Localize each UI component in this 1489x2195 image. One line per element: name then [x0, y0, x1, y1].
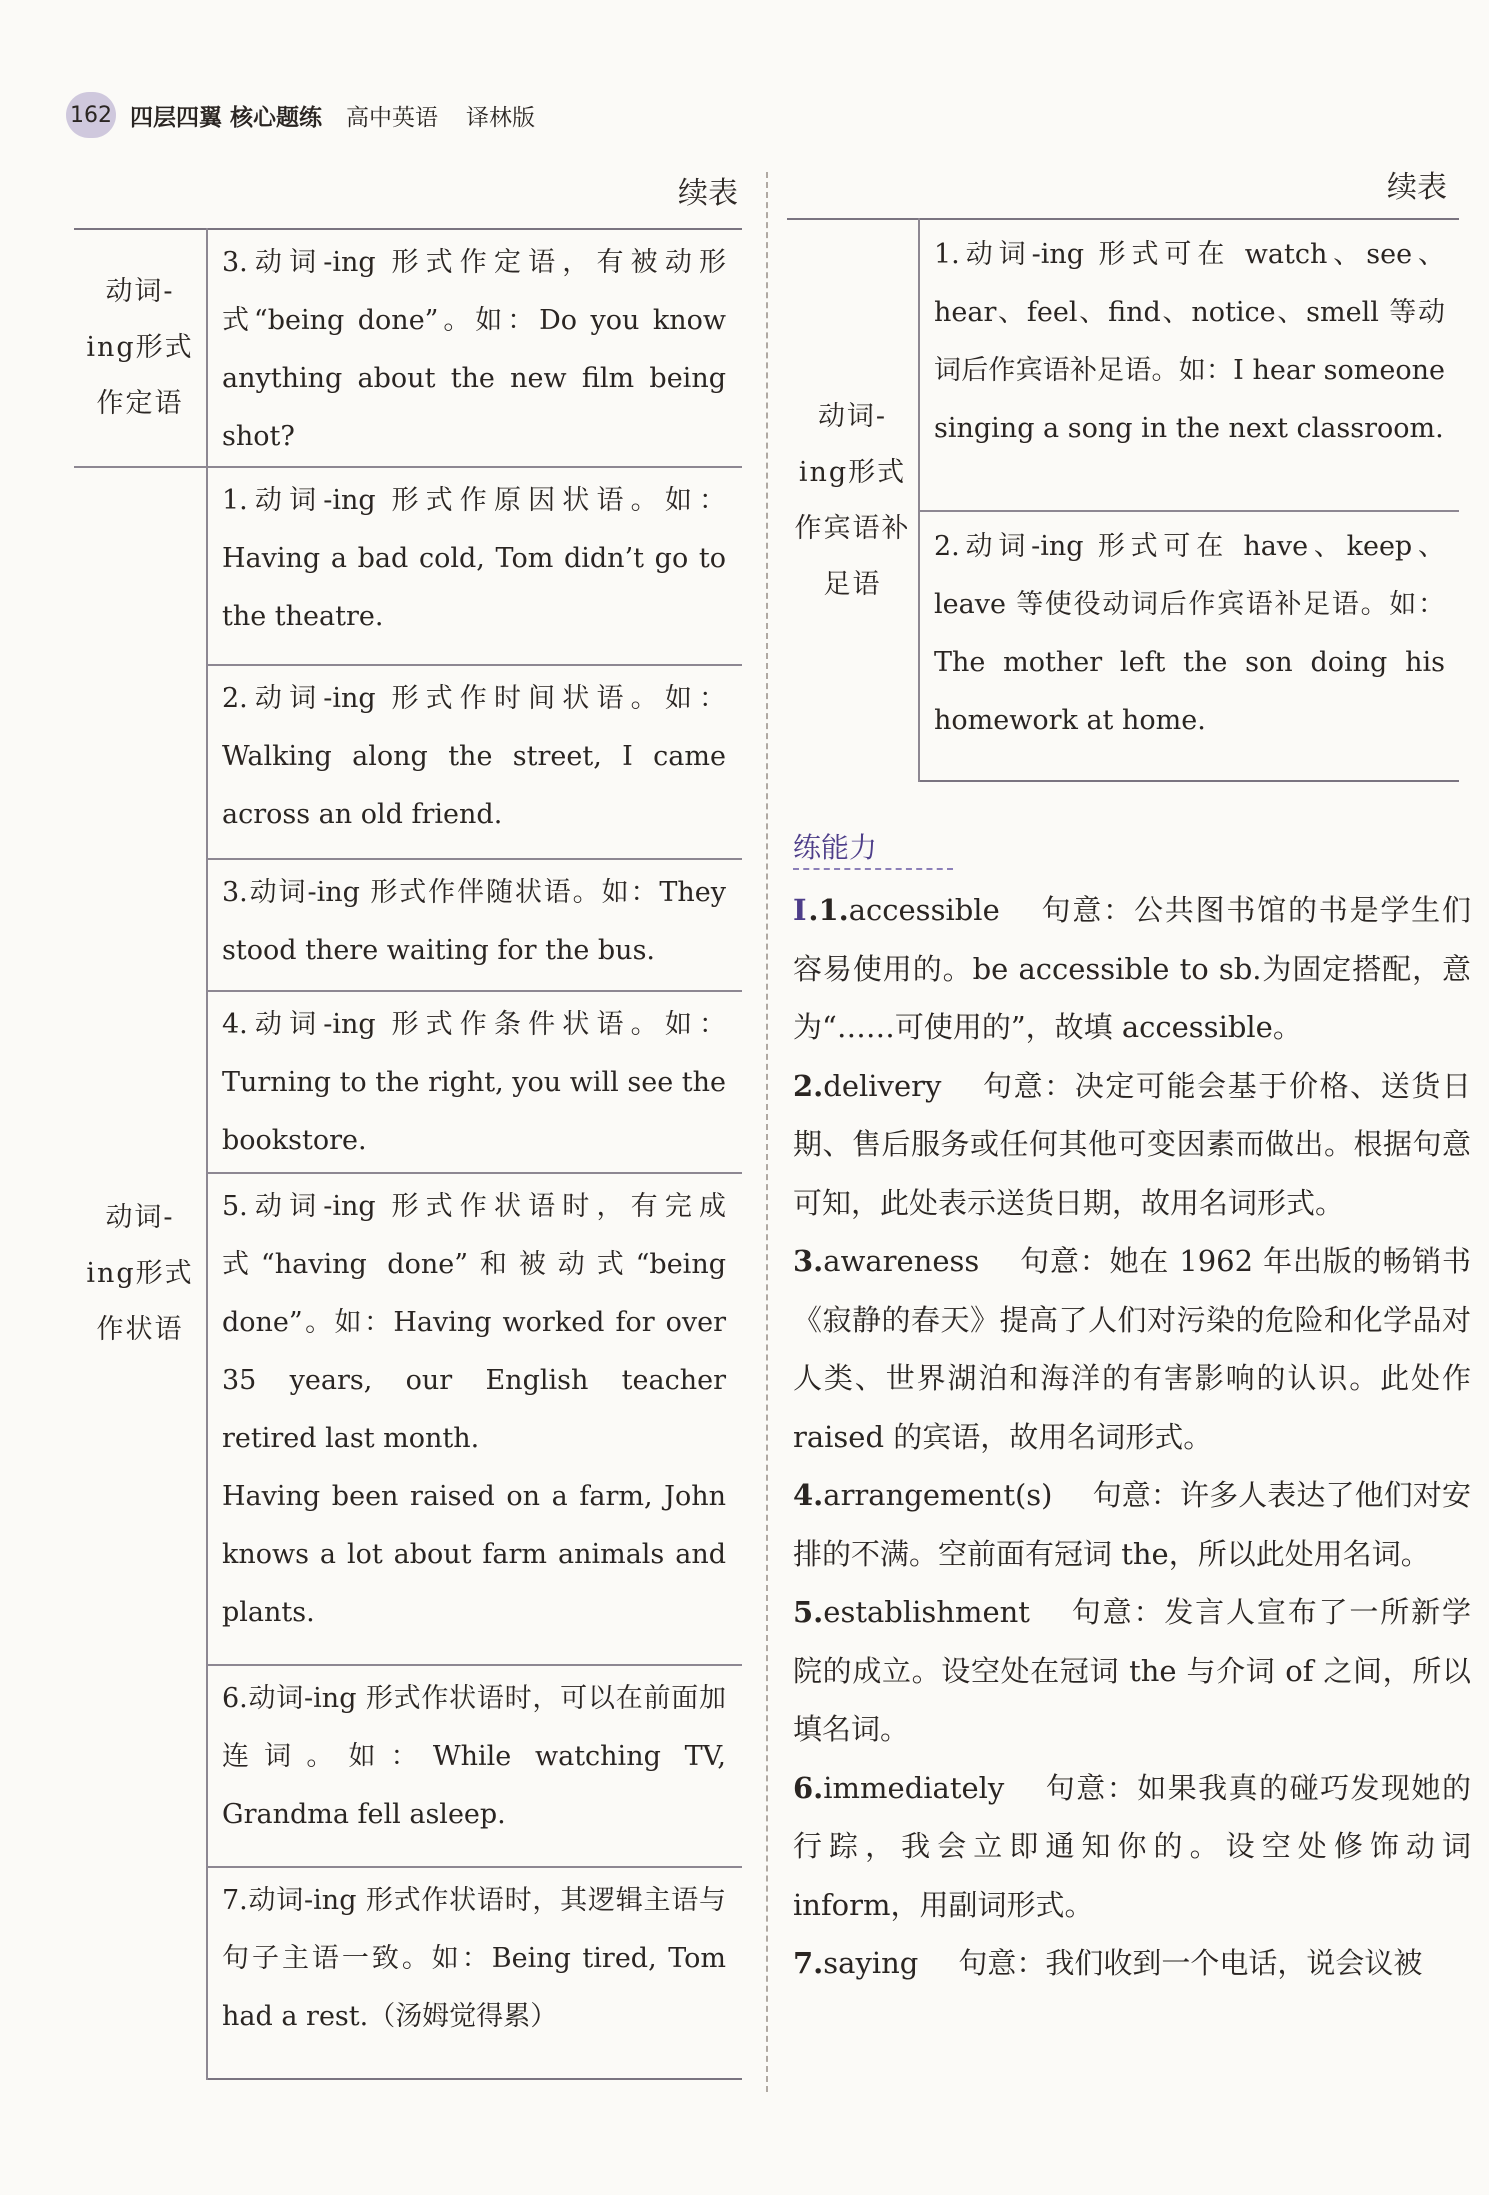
rule-text: 3.动词-ing 形式作定语，有被动形式“being done”。如：Do you know anything about the new film being shot?: [222, 247, 726, 452]
rule-text: 1.动词-ing 形式可在 watch、see、hear、feel、find、notice、smell 等动词后作宾语补足语。如：I hear someone singing a song in the next classroom.: [934, 239, 1445, 444]
category-cell: [74, 467, 207, 2079]
rule-cell: [919, 219, 1459, 511]
rule-cell: [207, 1173, 742, 1665]
answer-explanation: 句意：如果我真的碰巧发现她的行踪，我会立即通知你的。设空处修饰动词 inform，用副词形式。: [793, 1770, 1471, 1922]
rule-cell: [207, 665, 742, 859]
rule-cell: [919, 511, 1459, 781]
table-row: [74, 467, 742, 665]
rule-cell: [207, 1665, 742, 1867]
rule-cell: [207, 991, 742, 1173]
subject-label: 高中英语: [346, 104, 439, 131]
answer-word: saying: [823, 1946, 919, 1980]
answer-number: 7.: [793, 1946, 824, 1980]
answer-number: 2.: [793, 1068, 824, 1103]
edition-label: 译林版: [466, 104, 536, 131]
rule-text: 7.动词-ing 形式作状语时，其逻辑主语与句子主语一致。如：Being tired, Tom had a rest.（汤姆觉得累）: [222, 1885, 726, 2032]
answer-number: 5.: [793, 1595, 824, 1629]
answer-number: 6.: [793, 1770, 824, 1805]
answer-explanation: 句意：公共图书馆的书是学生们容易使用的。be accessible to sb.为固定搭配，意为“……可使用的”，故填 accessible。: [793, 893, 1471, 1044]
answer-item: [793, 1232, 1471, 1466]
answer-explanation: 句意：发言人宣布了一所新学院的成立。设空处在冠词 the 与介词 of 之间，所以填名词。: [793, 1595, 1471, 1746]
category-cell: [787, 219, 919, 781]
answer-number: .1.: [808, 893, 849, 927]
answer-item: [793, 1057, 1471, 1233]
answer-word: delivery: [823, 1068, 942, 1103]
column-divider: [766, 172, 768, 2092]
grammar-table-left: [74, 228, 742, 2080]
answer-word: accessible: [848, 893, 1000, 927]
rule-text: 1.动词-ing 形式作原因状语。如：Having a bad cold, Tom didn’t go to the theatre.: [222, 485, 726, 632]
answer-word: immediately: [823, 1770, 1005, 1805]
table-row: [787, 219, 1459, 511]
answer-item: [793, 1583, 1471, 1759]
answer-word: awareness: [823, 1244, 980, 1278]
category-label: 动词-ing形式作状语: [86, 1201, 194, 1345]
table-row: [74, 229, 742, 467]
book-title: 四层四翼 核心题练: [130, 104, 323, 131]
rule-cell: [207, 229, 742, 467]
rule-text: 2.动词-ing 形式可在 have、keep、leave 等使役动词后作宾语补足语。如：The mother left the son doing his homework at home.: [934, 531, 1445, 736]
category-label: 动词-ing形式作定语: [86, 276, 194, 419]
category-cell: [74, 229, 207, 467]
rule-cell: [207, 859, 742, 991]
answer-item: [793, 1759, 1471, 1935]
grammar-table-right: [787, 218, 1459, 782]
practice-section-title: 练能力: [793, 826, 953, 870]
answer-number: 3.: [793, 1244, 824, 1278]
running-header: [66, 92, 535, 138]
rule-text: 2.动词-ing 形式作时间状语。如：Walking along the street, I came across an old friend.: [222, 683, 726, 830]
answer-item: [793, 1466, 1471, 1583]
roman-numeral: Ⅰ: [793, 893, 809, 927]
page-number: 162: [66, 92, 116, 138]
answer-list: [793, 881, 1471, 1993]
continued-label-right: 续表: [1387, 170, 1447, 205]
rule-text: 3.动词-ing 形式作伴随状语。如：They stood there waiting for the bus.: [222, 877, 726, 966]
rule-text: 6.动词-ing 形式作状语时，可以在前面加连词。如：While watching TV, Grandma fell asleep.: [222, 1683, 726, 1830]
rule-cell: [207, 1867, 742, 2079]
answer-item: [793, 1934, 1471, 1993]
answer-word: arrangement(s): [823, 1478, 1053, 1512]
answer-word: establishment: [823, 1595, 1030, 1629]
rule-text: 4.动词-ing 形式作条件状语。如：Turning to the right, you will see the bookstore.: [222, 1009, 726, 1156]
answer-explanation: 句意：她在 1962 年出版的畅销书《寂静的春天》提高了人们对污染的危险和化学品对人类、世界湖泊和海洋的有害影响的认识。此处作 raised 的宾语，故用名词形式。: [793, 1244, 1471, 1454]
answer-explanation: 句意：我们收到一个电话，说会议被: [958, 1946, 1423, 1980]
rule-cell: [207, 467, 742, 665]
rule-text: 5.动词-ing 形式作状语时，有完成式“having done”和被动式“being done”。如：Having worked for over 35 years, our English teacher retired last month. Having been raised on a farm, John knows a lot about farm animals and plants.: [222, 1191, 726, 1628]
answer-number: 4.: [793, 1478, 824, 1512]
answer-explanation: 句意：决定可能会基于价格、送货日期、售后服务或任何其他可变因素而做出。根据句意可知，此处表示送货日期，故用名词形式。: [793, 1068, 1471, 1220]
continued-label-left: 续表: [678, 176, 738, 211]
answer-item: [793, 881, 1471, 1057]
answer-explanation: 句意：许多人表达了他们对安排的不满。空前面有冠词 the，所以此处用名词。: [793, 1478, 1471, 1571]
category-label: 动词-ing形式作宾语补足语: [794, 400, 911, 600]
